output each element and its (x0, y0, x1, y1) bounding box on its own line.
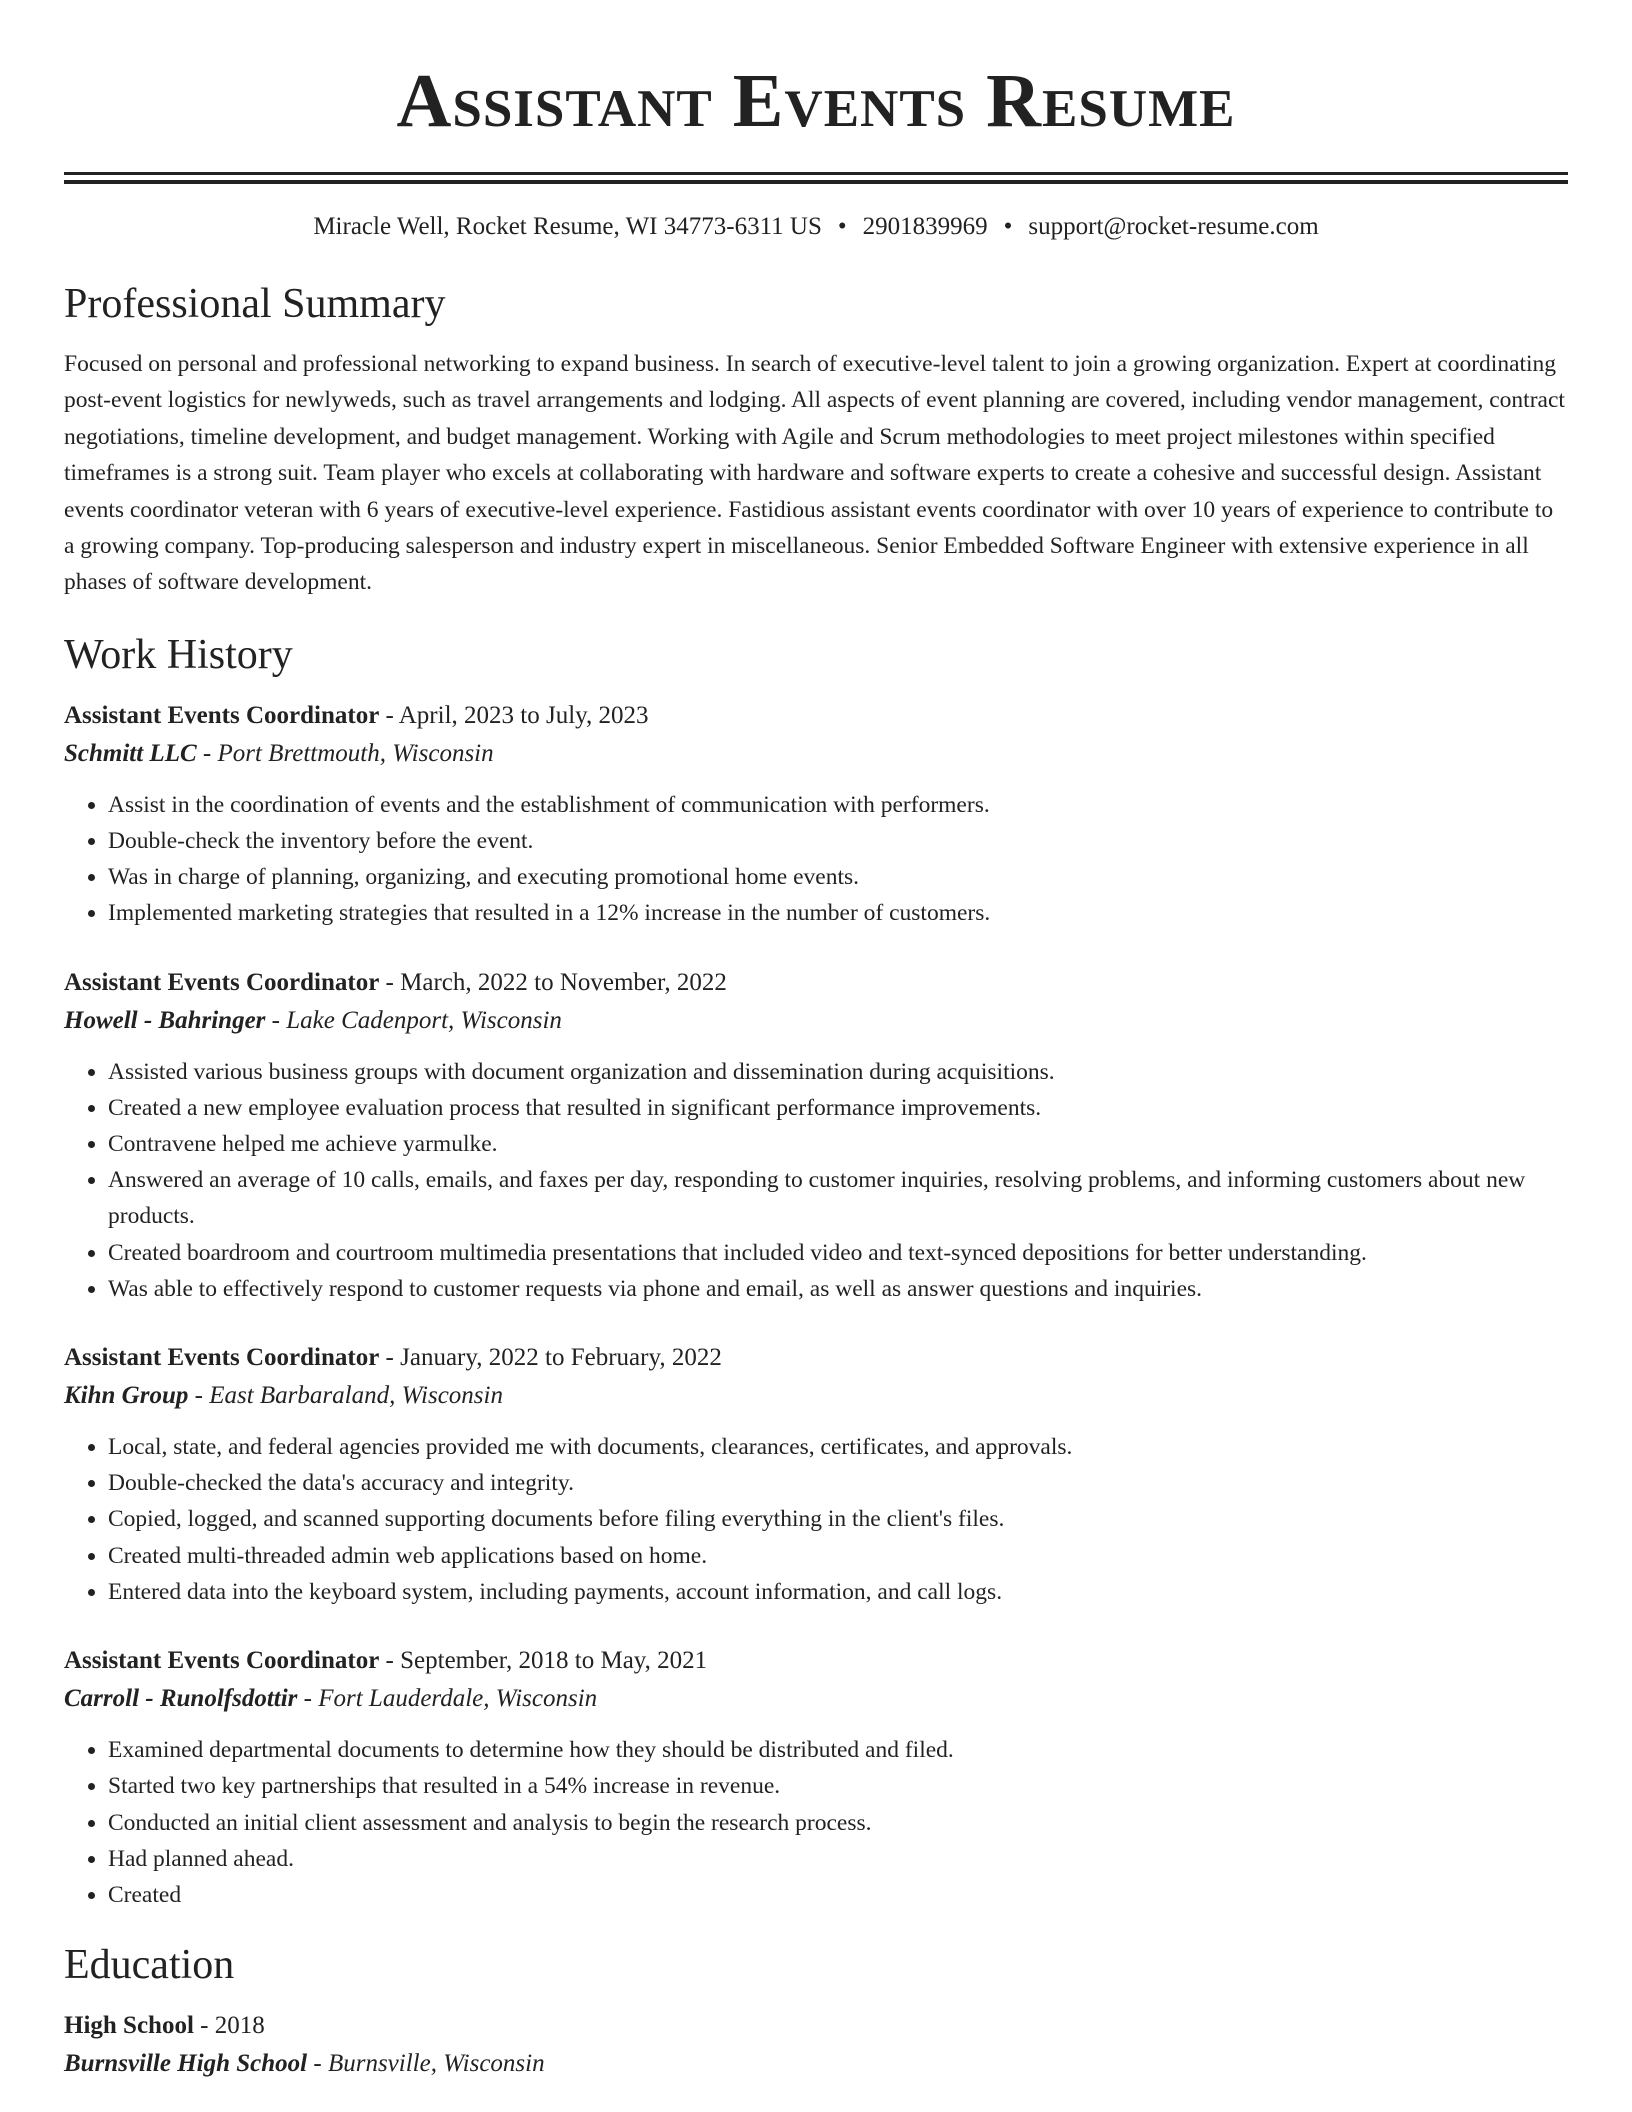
education-school-line: Burnsville High School - Burnsville, Wisconsin (64, 2050, 545, 2078)
job-dates: March, 2022 to November, 2022 (400, 968, 727, 996)
job-location: Port Brettmouth, Wisconsin (217, 739, 494, 767)
job-entry (64, 697, 1568, 932)
job-duties (64, 1054, 1568, 1307)
duty-item: • Entered data into the keyboard system, including payments, account information, and call logs. (108, 1574, 1568, 1610)
duty-item: • Examined departmental documents to determine how they should be distributed and filed. (108, 1732, 1568, 1768)
job-company: Carroll - Runolfsdottir (64, 1685, 298, 1713)
duty-item: • Created boardroom and courtroom multimedia presentations that included video and text-synced depositions for better understanding. (108, 1235, 1568, 1271)
duty-item: • Double-checked the data's accuracy and integrity. (108, 1465, 1568, 1501)
contact-phone: 2901839969 (862, 213, 988, 240)
resume-title: Assistant Events Resume (396, 59, 1236, 143)
job-duties (64, 1732, 1568, 1913)
job-company-line: Howell - Bahringer - Lake Cadenport, Wisconsin (64, 1006, 562, 1034)
contact-separator: • (1003, 213, 1013, 240)
job-entry (64, 1339, 1568, 1610)
job-company-line: Schmitt LLC - Port Brettmouth, Wisconsin (64, 739, 494, 767)
contact-line (64, 210, 1568, 244)
contact-separator: • (837, 213, 847, 240)
summary-heading: Professional Summary (64, 281, 446, 327)
duty-item: • Local, state, and federal agencies provided me with documents, clearances, certificates, and approvals. (108, 1429, 1568, 1465)
job-duties (64, 787, 1568, 932)
duty-item: • Was able to effectively respond to customer requests via phone and email, as well as answer questions and inquiries. (108, 1271, 1568, 1307)
duty-item: • Answered an average of 10 calls, emails, and faxes per day, responding to customer inquiries, resolving problems, and informing customers about new products. (108, 1162, 1568, 1234)
education-school: Burnsville High School (64, 2050, 308, 2078)
duty-item: • Created (108, 1877, 1568, 1913)
duty-item: • Assisted various business groups with document organization and dissemination during acquisitions. (108, 1054, 1568, 1090)
education-year: 2018 (214, 2012, 265, 2040)
job-header: Assistant Events Coordinator - March, 2022 to November, 2022 (64, 968, 727, 996)
education-entry (64, 2007, 1568, 2083)
job-role: Assistant Events Coordinator (64, 1647, 380, 1675)
duty-item: • Contravene helped me achieve yarmulke. (108, 1126, 1568, 1162)
job-company-line: Carroll - Runolfsdottir - Fort Lauderdale, Wisconsin (64, 1685, 598, 1713)
job-duties (64, 1429, 1568, 1610)
title-double-rule (64, 172, 1568, 184)
job-company-line: Kihn Group - East Barbaraland, Wisconsin (64, 1382, 503, 1410)
duty-item: • Created multi-threaded admin web applications based on home. (108, 1538, 1568, 1574)
job-location: East Barbaraland, Wisconsin (209, 1382, 503, 1410)
job-header: Assistant Events Coordinator - September, 2018 to May, 2021 (64, 1647, 708, 1675)
duty-item: • Had planned ahead. (108, 1841, 1568, 1877)
work-history-heading: Work History (64, 631, 293, 678)
education-heading: Education (64, 1942, 235, 1989)
job-location: Fort Lauderdale, Wisconsin (318, 1685, 598, 1713)
job-header: Assistant Events Coordinator - April, 2023 to July, 2023 (64, 701, 649, 729)
duty-item: • Copied, logged, and scanned supporting documents before filing everything in the client's files. (108, 1501, 1568, 1537)
job-location: Lake Cadenport, Wisconsin (286, 1006, 562, 1034)
contact-email: support@rocket-resume.com (1028, 213, 1319, 240)
duty-item: • Conducted an initial client assessment and analysis to begin the research process. (108, 1805, 1568, 1841)
job-entry (64, 964, 1568, 1307)
duty-item: • Double-check the inventory before the event. (108, 823, 1568, 859)
duty-item: • Implemented marketing strategies that resulted in a 12% increase in the number of customers. (108, 895, 1568, 931)
job-dates: January, 2022 to February, 2022 (400, 1344, 722, 1372)
duty-item: • Was in charge of planning, organizing, and executing promotional home events. (108, 859, 1568, 895)
duty-item: • Created a new employee evaluation process that resulted in significant performance improvements. (108, 1090, 1568, 1126)
summary-text: Focused on personal and professional networking to expand business. In search of executive-level talent to join a growing organization. Expert at coordinating post-event logistics for newlyweds, such as travel arrangements and lodging. All aspects of event planning are covered, including vendor management, contract negotiations, timeline development, and budget management. Working with Agile and Scrum methodologies to meet project milestones within specified timeframes is a strong suit. Team player who excels at collaborating with hardware and software experts to create a cohesive and successful design. Assistant events coordinator veteran with 6 years of executive-level experience. Fastidious assistant events coordinator with over 10 years of experience to contribute to a growing company. Top-producing salesperson and industry expert in miscellaneous. Senior Embedded Software Engineer with extensive experience in all phases of software development. (64, 351, 1565, 596)
job-role: Assistant Events Coordinator (64, 701, 380, 729)
education-header: High School - 2018 (64, 2012, 265, 2040)
job-company: Kihn Group (64, 1382, 189, 1410)
contact-address: Miracle Well, Rocket Resume, WI 34773-6311 US (313, 213, 822, 240)
job-role: Assistant Events Coordinator (64, 1344, 380, 1372)
job-company: Schmitt LLC (64, 739, 197, 767)
job-role: Assistant Events Coordinator (64, 968, 380, 996)
job-entry (64, 1642, 1568, 1913)
job-company: Howell - Bahringer (64, 1006, 266, 1034)
duty-item: • Assist in the coordination of events and the establishment of communication with performers. (108, 787, 1568, 823)
job-dates: September, 2018 to May, 2021 (400, 1647, 708, 1675)
education-degree: High School (64, 2012, 194, 2040)
duty-item: • Started two key partnerships that resulted in a 54% increase in revenue. (108, 1768, 1568, 1804)
education-location: Burnsville, Wisconsin (327, 2050, 545, 2078)
job-header: Assistant Events Coordinator - January, 2022 to February, 2022 (64, 1344, 722, 1372)
job-dates: April, 2023 to July, 2023 (398, 701, 649, 729)
